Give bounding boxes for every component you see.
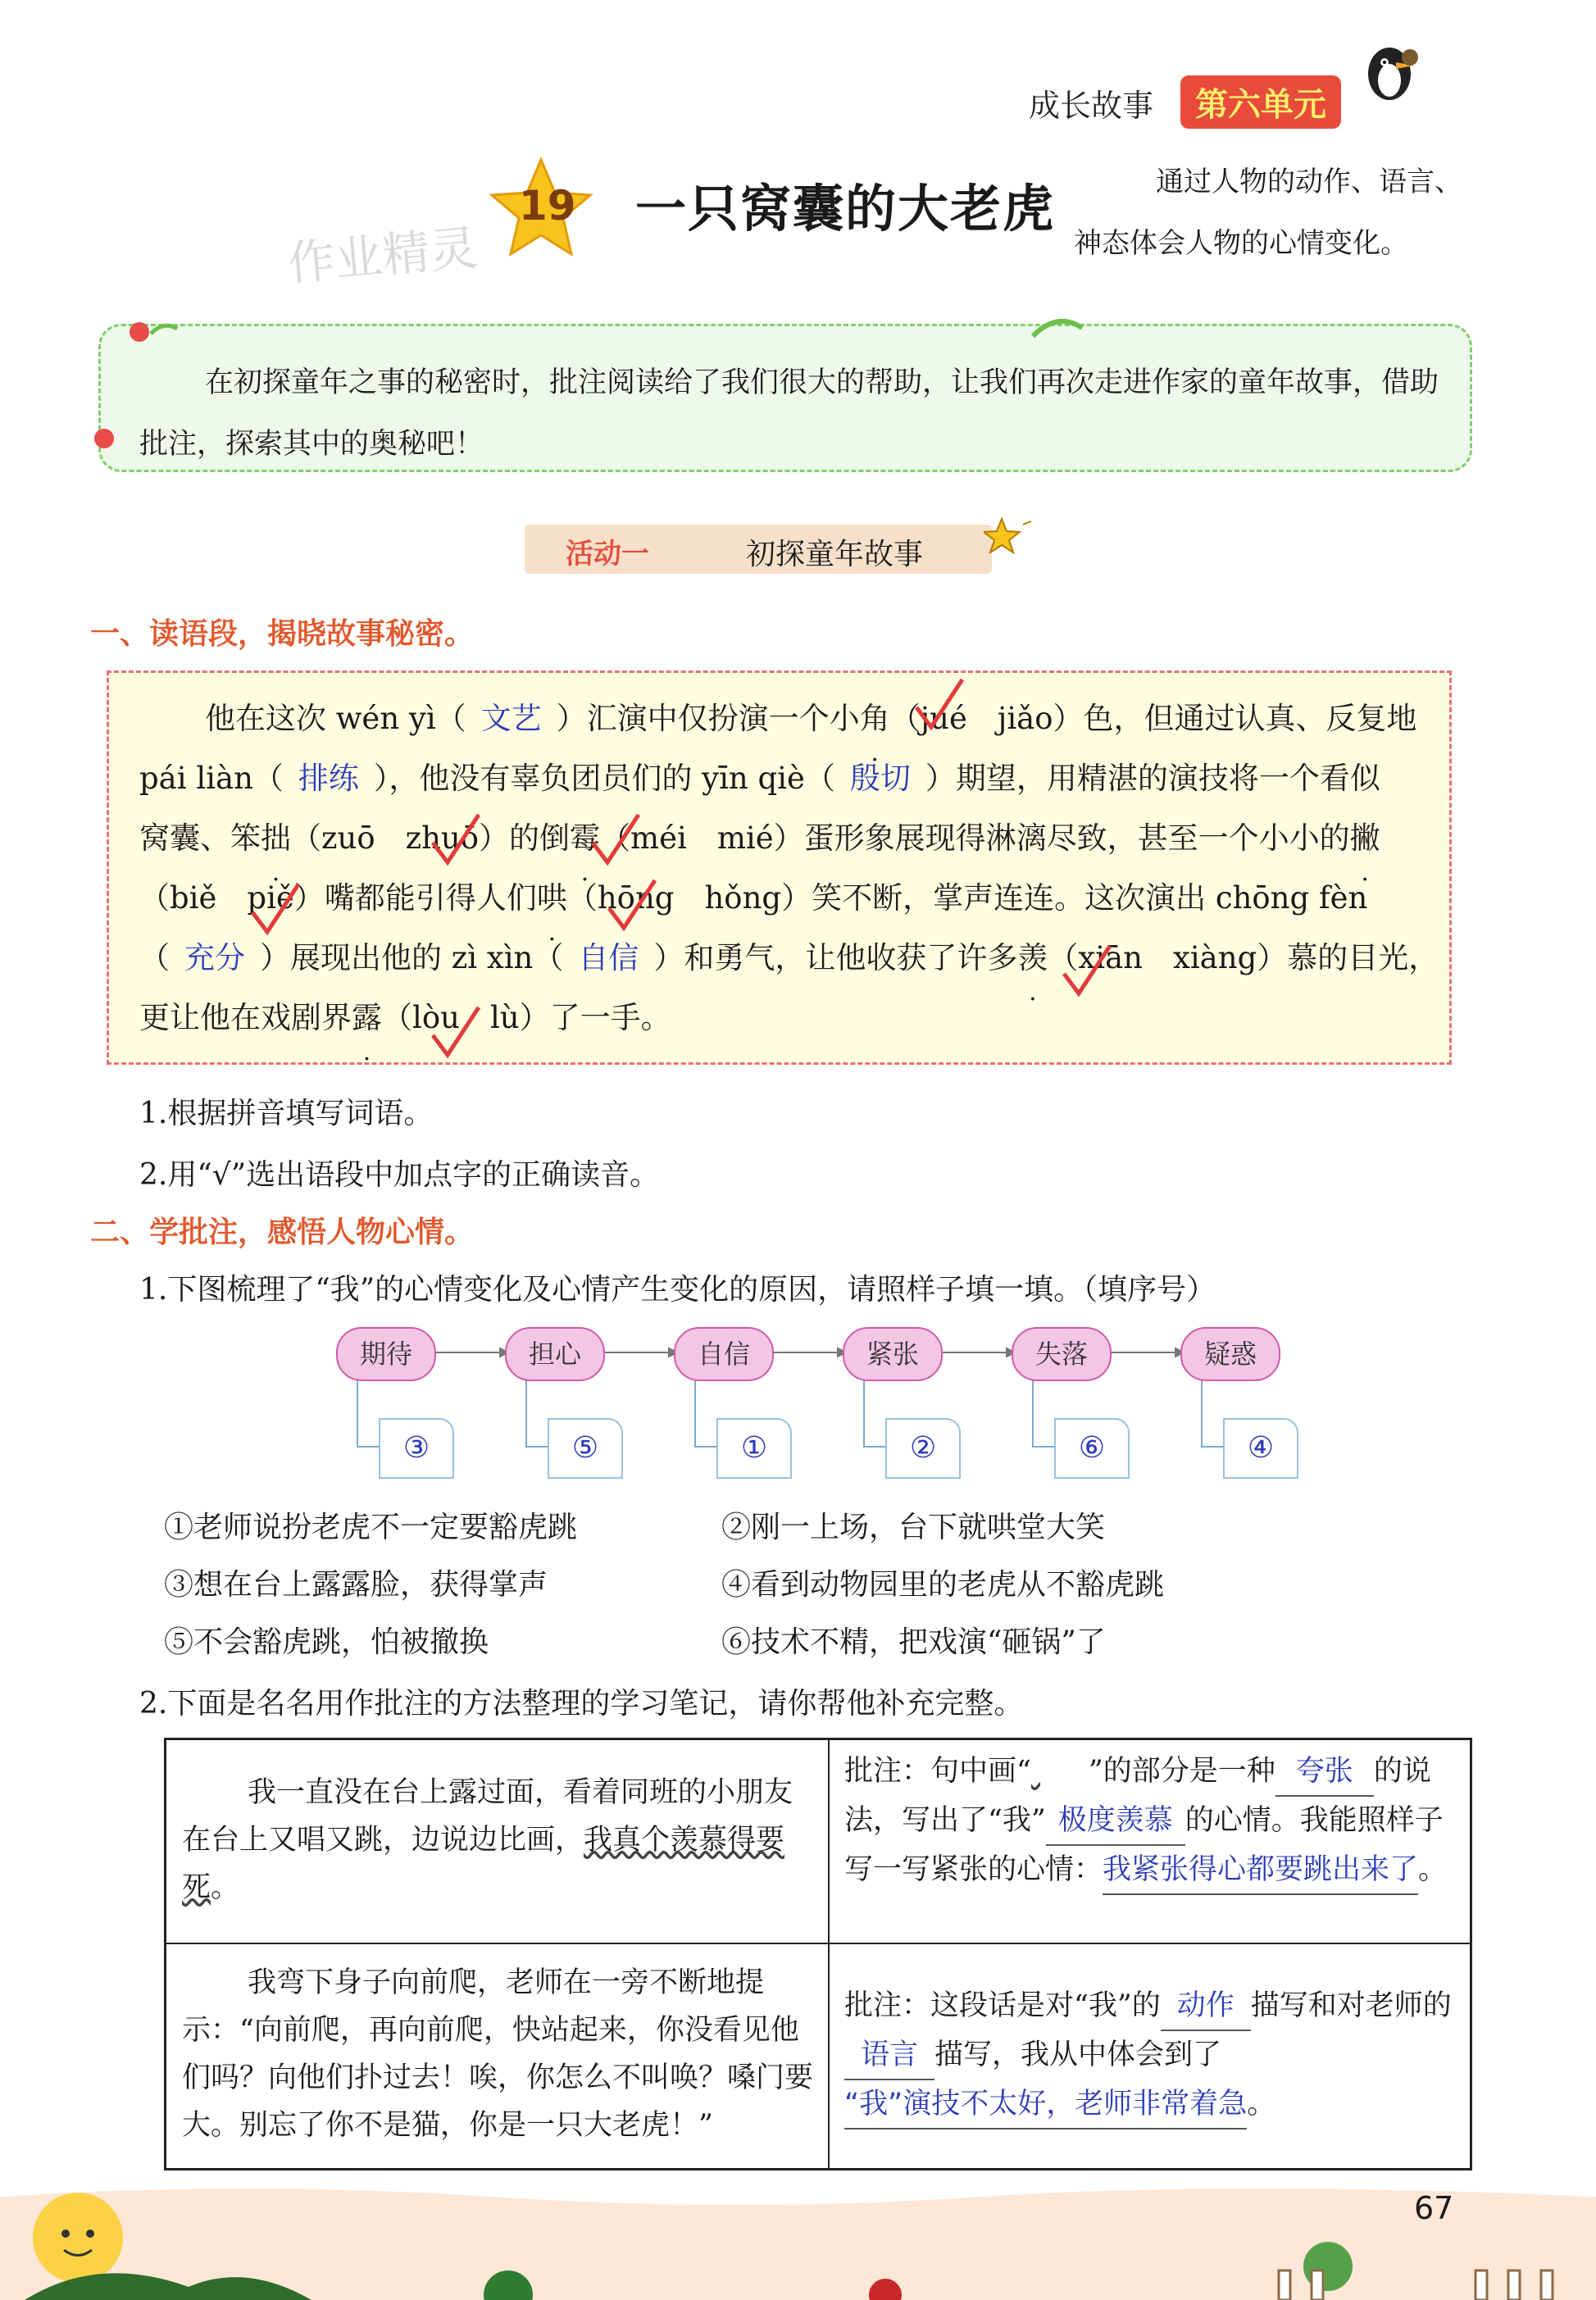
answer-pailian[interactable]: 排练 [298, 761, 359, 796]
goal-line-2: 神态体会人物的心情变化。 [1074, 227, 1408, 260]
reason-option: ⑥技术不精，把戏演“砸锅”了 [721, 1625, 1106, 1659]
notes-row1-text: 我一直没在台上露过面，看着同班的小朋友在台上又唱又跳，边说边比画，我真个羡慕得要死。 [182, 1776, 793, 1904]
mood-node: 自信 [674, 1327, 774, 1381]
mood-node: 紧张 [843, 1327, 943, 1381]
passage: 他在这次 wén yì（ 文艺 ）汇演中仅扮演一个小角（jué jiǎo）色，但通过认真、反复地 pái liàn（ 排练 ），他没有辜负团员们的 yīn qiè（ 殷切 ）期望，用精湛的演技将一个看似 窝囊、笨拙（zuō zhuō）的倒霉（méi mié）蛋形象展现得淋漓尽致，甚至一个小小的撇 （biě piě）嘴都能引得人们哄（hōng hǒng）笑不断，掌声连连。这次演出 chōng fèn （ 充分 ）展现出他的 zì xìn（ 自信 ）和勇气，让他收获了许多羡（xiān xiàng）慕的目光， 更让他在戏剧界露（lòu lù）了一手。 [139, 689, 1418, 1048]
section2-question-1: 1.下图梳理了“我”的心情变化及心情产生变化的原因，请照样子填一填。（填序号） [139, 1273, 1216, 1307]
lesson-title: 一只窝囊的大老虎 [635, 179, 1056, 239]
reason-answer-box[interactable]: ③ [379, 1418, 454, 1479]
answer-feeling[interactable]: 极度羡慕 [1046, 1797, 1185, 1846]
section1-question-1: 1.根据拼音填写词语。 [139, 1097, 434, 1130]
reason-option: ②刚一上场，台下就哄堂大笑 [721, 1511, 1106, 1544]
answer-wenyi[interactable]: 文艺 [480, 701, 542, 736]
answer-description-2[interactable]: 语言 [844, 2031, 934, 2080]
answer-zixin[interactable]: 自信 [578, 940, 639, 975]
table-divider [828, 1738, 830, 2168]
reason-answer-box[interactable]: ⑥ [1054, 1418, 1130, 1479]
answer-description-1[interactable]: 动作 [1161, 1982, 1251, 2031]
mood-node: 疑惑 [1180, 1327, 1280, 1381]
mood-node: 失落 [1012, 1327, 1112, 1381]
reason-answer-box[interactable]: ④ [1223, 1418, 1298, 1479]
activity-label: 活动一 [566, 538, 649, 570]
unit-badge: 第六单元 [1180, 75, 1341, 129]
answer-nervous-sentence[interactable]: 我紧张得心都要跳出来了 [1103, 1846, 1418, 1895]
section1-heading: 一、读语段，揭晓故事秘密。 [90, 617, 475, 651]
intro-text: 在初探童年之事的秘密时，批注阅读给了我们很大的帮助，让我们再次走进作家的童年故事，借助批注，探索其中的奥秘吧！ [139, 366, 1439, 461]
reason-answer-box[interactable]: ① [716, 1418, 792, 1479]
mood-node: 担心 [505, 1327, 605, 1381]
decorative-ground [0, 2172, 1596, 2300]
table-divider [164, 1943, 1470, 1944]
mood-node: 期待 [336, 1327, 436, 1381]
notes-row1-annotation: 批注：句中画“ ”的部分是一种 夸张 的说法，写出了“我” 极度羡慕 的心情。我能照样子写一写紧张的心情：我紧张得心都要跳出来了。 [844, 1748, 1459, 1895]
notes-row2-annotation: 批注：这段话是对“我”的 动作 描写和对老师的语言 描写，我从中体会到了“我”演技不太好，老师非常着急。 [844, 1982, 1459, 2130]
section1-question-2: 2.用“√”选出语段中加点字的正确读音。 [139, 1158, 660, 1192]
reason-option: ①老师说扮老虎不一定要豁虎跳 [164, 1511, 578, 1544]
reason-option: ③想在台上露露脸，获得掌声 [164, 1568, 548, 1602]
section2-question-2: 2.下面是名名用作批注的方法整理的学习笔记，请你帮他补充完整。 [139, 1687, 1024, 1720]
answer-chongfen[interactable]: 充分 [184, 940, 245, 975]
answer-insight[interactable]: “我”演技不太好，老师非常着急 [844, 2080, 1247, 2130]
page-number: 67 [1414, 2190, 1454, 2226]
section2-heading: 二、学批注，感悟人物心情。 [90, 1216, 475, 1249]
activity-title: 初探童年故事 [746, 538, 924, 571]
unit-theme: 成长故事 [1029, 88, 1154, 124]
reason-option: ④看到动物园里的老虎从不豁虎跳 [721, 1568, 1165, 1602]
answer-rhetoric[interactable]: 夸张 [1275, 1748, 1374, 1797]
notes-row2-text: 我弯下身子向前爬，老师在一旁不断地提示：“向前爬，再向前爬，快站起来，你没看见他们吗？向他们扑过去！唉，你怎么不叫唤？嗓门要大。别忘了你不是猫，你是一只大老虎！” [182, 1966, 814, 2142]
reason-answer-box[interactable]: ⑤ [548, 1418, 623, 1479]
lesson-number: 19 [519, 182, 576, 230]
goal-line-1: 通过人物的动作、语言、 [1156, 166, 1462, 198]
reason-option: ⑤不会豁虎跳，怕被撤换 [164, 1625, 489, 1659]
reason-answer-box[interactable]: ② [885, 1418, 961, 1479]
answer-yinqie[interactable]: 殷切 [849, 761, 911, 796]
watermark: 作业精灵 [284, 219, 480, 292]
